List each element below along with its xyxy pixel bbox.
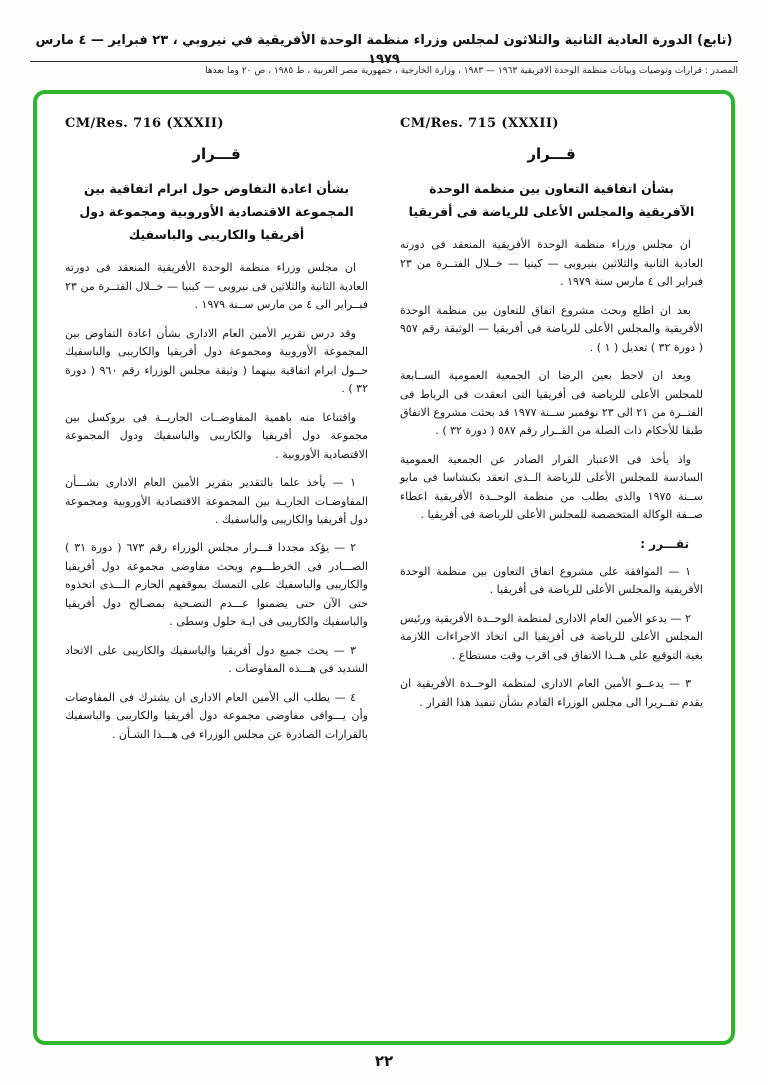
paragraph: واقتناعا منه باهمية المفاوضــات الجاريــة فى بروكسل بين مجموعة دول أفريقيا والكاريبى والباسفيك ودول المجموعة الاقتصادية الأوروبية .: [65, 410, 368, 461]
paragraph: وبعد ان لاحظ بعين الرضا ان الجمعية العمومية الســابعة للمجلس الأعلى للرياضة فى أفريقيا التى انعقدت فى الرباط فى الفتــرة من ٢١ الى ٢٣ نوفمبر ســنة ١٩٧٧ قد بحثت مشروع الاتفاق طبقا للأحكام ذات الصلة من القــرار رقم ٥٨٧ ( دورة ٣٢ ) .: [400, 369, 704, 438]
numbered-item: ٤ — يطلب الى الأمين العام الادارى ان يشترك فى المفاوضات وأن يـــوافى مفاوضى مجموعة دول أفريقيا والكاريبى والباسفيك بالقرارات الصادرة عن مجلس الوزراء فى هـــذا الشـأن .: [65, 690, 368, 741]
numbered-item: ١ — الموافقة على مشروع اتفاق التعاون بين منظمة الوحدة الأفريقية والمجلس الأعلى للرياضة فى أفريقيا .: [400, 564, 703, 597]
header-divider: [30, 61, 738, 62]
source-line: المصدر : قرارات وتوصيات وبيانات منظمة الوحدة الأفريقية ١٩٦٣ — ١٩٨٣ ، وزارة الخارجية ، جمهورية مصر العربية ، ط ١٩٨٥ ، ص ٢٠ وما بعدها: [205, 66, 738, 76]
resolution-columns: [65, 116, 703, 754]
paragraph: وقد درس تقرير الأمين العام الادارى بشأن اعادة التفاوض بين المجموعة الأوروبية ومجموعة دول أفريقيا والكاريبى والباسفيك حــول ابرام اتفاقية بينهما ( وثيقة مجلس الوزراء رقم ٩٦٠ ( دورة ٣٢ ) .: [65, 326, 369, 396]
resolution-715-column: [400, 116, 703, 754]
resolution-715-title: بشأن اتفاقية التعاون بين منظمة الوحدة الآفريقية والمجلس الأعلى للرياضة فى أفريقيا: [408, 181, 695, 220]
page-number: ٢٢: [374, 1052, 394, 1070]
resolution-715-ref: CM/Res. 715 (XXXII): [400, 116, 559, 131]
paragraph: ان مجلس وزراء منظمة الوحدة الأفريقية المنعقد فى دورته العادية الثانية والثلاثين بنيروبى — كينيا — خــلال الفتــرة من ٢٣ فبراير الى ٤ مارس سنة ١٩٧٩ .: [400, 238, 703, 289]
resolution-716-column: [65, 116, 368, 754]
numbered-item: ٢ — يؤكد مجددا قـــرار مجلس الوزراء رقم ٦٧٣ ( دورة ٣١ ) الصـــادر فى الخرطـــوم ويحث مفاوضى مجموعة دول أفريقيا والكاريبى والباسفيك على التمسك بموقفهم الحازم الـــذى اتخذوه حتى الآن حتى يضمنوا عـــدم التضـحية بمصـالح دول أفريقيا والباسفيك والكاريبى فى ايـة حلول وسطى .: [65, 541, 368, 629]
numbered-item: ١ — يأخذ علما بالتقدير بتقرير الأمين العام الادارى بشـــأن المفاوضـات الجاريـة بين المجموعة الاقتصادية الأوروبية ومجموعة دول أفريقيا والكاريبى والباسفيك .: [65, 476, 368, 526]
paragraph: واذ يأخذ فى الاعتبار القرار الصادر عن الجمعية العمومية السادسة للمجلس الأعلى للرياضة الــذى انعقد بكنشاسا فى مايو ســنة ١٩٧٥ والذى يطلب من منظمة الوحــدة الأفريقية اعطاء صــفة الوكالة المتخصصة للمجلس الأعلى للرياضة فى أفريقيا .: [400, 452, 703, 522]
document-header: (تابع) الدورة العادية الثانية والثلاثون لمجلس وزراء منظمة الوحدة الأفريقية في نيروبي ، ٢٣ فبراير — ٤ مارس ١٩٧٩: [35, 33, 733, 67]
numbered-item: ٢ — يدعو الأمين العام الادارى لمنظمة الوحــدة الأفريقية ورئيس المجلس الأعلى للرياضة فى أفريقيا الى اتخاذ الاجراءات اللازمة بغية التوقيع على هــذا الاتفاق فى اقرب وقت مستطاع .: [400, 611, 703, 662]
paragraph: بعد ان اطلع وبحث مشروع اتفاق للتعاون بين منظمة الوحدة الأفريقية والمجلس الأعلى للرياضة فى أفريقيا — الوثيقة رقم ٩٥٧ ( دورة ٣٢ ) تعديل ( ١ ) .: [400, 303, 703, 354]
resolution-716-heading: قـــرار: [192, 145, 241, 163]
resolution-716-title: بشأن اعادة التفاوض حول ابرام اتفاقية بين المجموعة الاقتصادية الأوروبية ومجموعة دول أفريقيا والكاريبى والباسفيك: [79, 181, 354, 243]
resolution-716-ref: CM/Res. 716 (XXXII): [65, 116, 224, 131]
resolution-715-heading: قـــرار: [527, 145, 576, 163]
paragraph: ان مجلس وزراء منظمة الوحدة الأفريقية المنعقد فى دورته العادية الثانية والثلاثين فى نيروبى — كينيا — خــلال الفتــرة من ٢٣ فبــراير الى ٤ من مارس ســنة ١٩٧٩ .: [65, 261, 368, 312]
numbered-item: ٣ — يحث جميع دول أفريقيا والباسفيك والكاريبى على الاتحاد الشديد فى هـــذه المفاوضات .: [65, 643, 368, 676]
green-frame: [33, 90, 735, 1045]
decides-label: تقـــرر :: [640, 536, 689, 551]
numbered-item: ٣ — يدعــو الأمين العام الادارى لمنظمة الوحــدة الأفريقية ان يقدم تقــريرا الى مجلس الوزراء القادم بشأن تنفيذ هذا القرار .: [400, 677, 703, 709]
